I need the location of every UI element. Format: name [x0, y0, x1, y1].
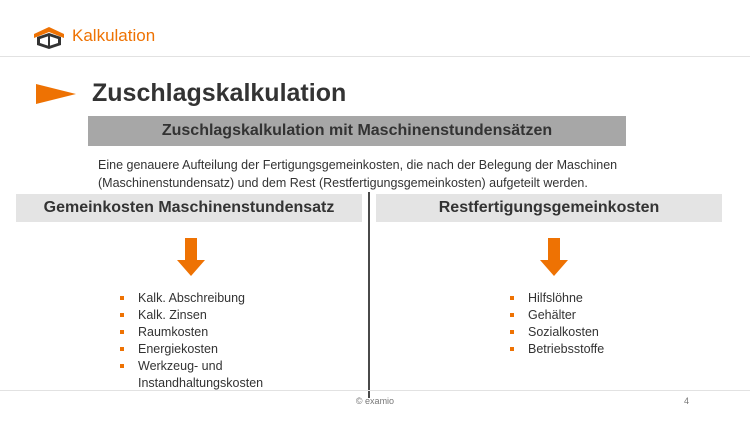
bullet-icon	[510, 313, 514, 317]
bullet-icon	[120, 313, 124, 317]
left-column-heading: Gemeinkosten Maschinenstundensatz	[16, 194, 362, 222]
list-item: Gehälter	[510, 307, 670, 324]
arrow-down-icon	[540, 238, 568, 276]
list-item: Betriebsstoffe	[510, 341, 670, 358]
list-item: Sozialkosten	[510, 324, 670, 341]
logo-book-icon	[32, 24, 66, 50]
list-item: Energiekosten	[120, 341, 320, 358]
description-line: (Maschinenstundensatz) und dem Rest (Restfertigungsgemeinkosten) aufgeteilt werden.	[98, 176, 588, 190]
bullet-icon	[510, 296, 514, 300]
list-item: Kalk. Zinsen	[120, 307, 320, 324]
column-divider	[368, 192, 370, 398]
arrow-down-icon	[177, 238, 205, 276]
footer-divider	[0, 390, 750, 391]
description	[98, 156, 678, 192]
list-item: Werkzeug- und Instandhaltungskosten	[120, 358, 288, 392]
bullet-icon	[120, 364, 124, 368]
bullet-icon	[510, 330, 514, 334]
left-cost-list	[120, 290, 320, 392]
header-title: Kalkulation	[72, 26, 156, 45]
page-title: Zuschlagskalkulation	[92, 79, 347, 107]
right-column-heading: Restfertigungsgemeinkosten	[376, 194, 722, 222]
footer-copyright: © examio	[355, 396, 395, 406]
list-item: Kalk. Abschreibung	[120, 290, 320, 307]
bullet-icon	[120, 330, 124, 334]
page-number: 4	[684, 396, 690, 406]
title-arrow-icon	[36, 84, 76, 104]
list-item: Hilfslöhne	[510, 290, 670, 307]
bullet-icon	[120, 347, 124, 351]
description-line: Eine genauere Aufteilung der Fertigungsgemeinkosten, die nach der Belegung der Maschinen	[98, 158, 618, 172]
bullet-icon	[120, 296, 124, 300]
right-cost-list	[510, 290, 670, 358]
list-item: Raumkosten	[120, 324, 320, 341]
bullet-icon	[510, 347, 514, 351]
header-divider	[0, 56, 750, 57]
subtitle-bar: Zuschlagskalkulation mit Maschinenstundensätzen	[88, 116, 626, 146]
